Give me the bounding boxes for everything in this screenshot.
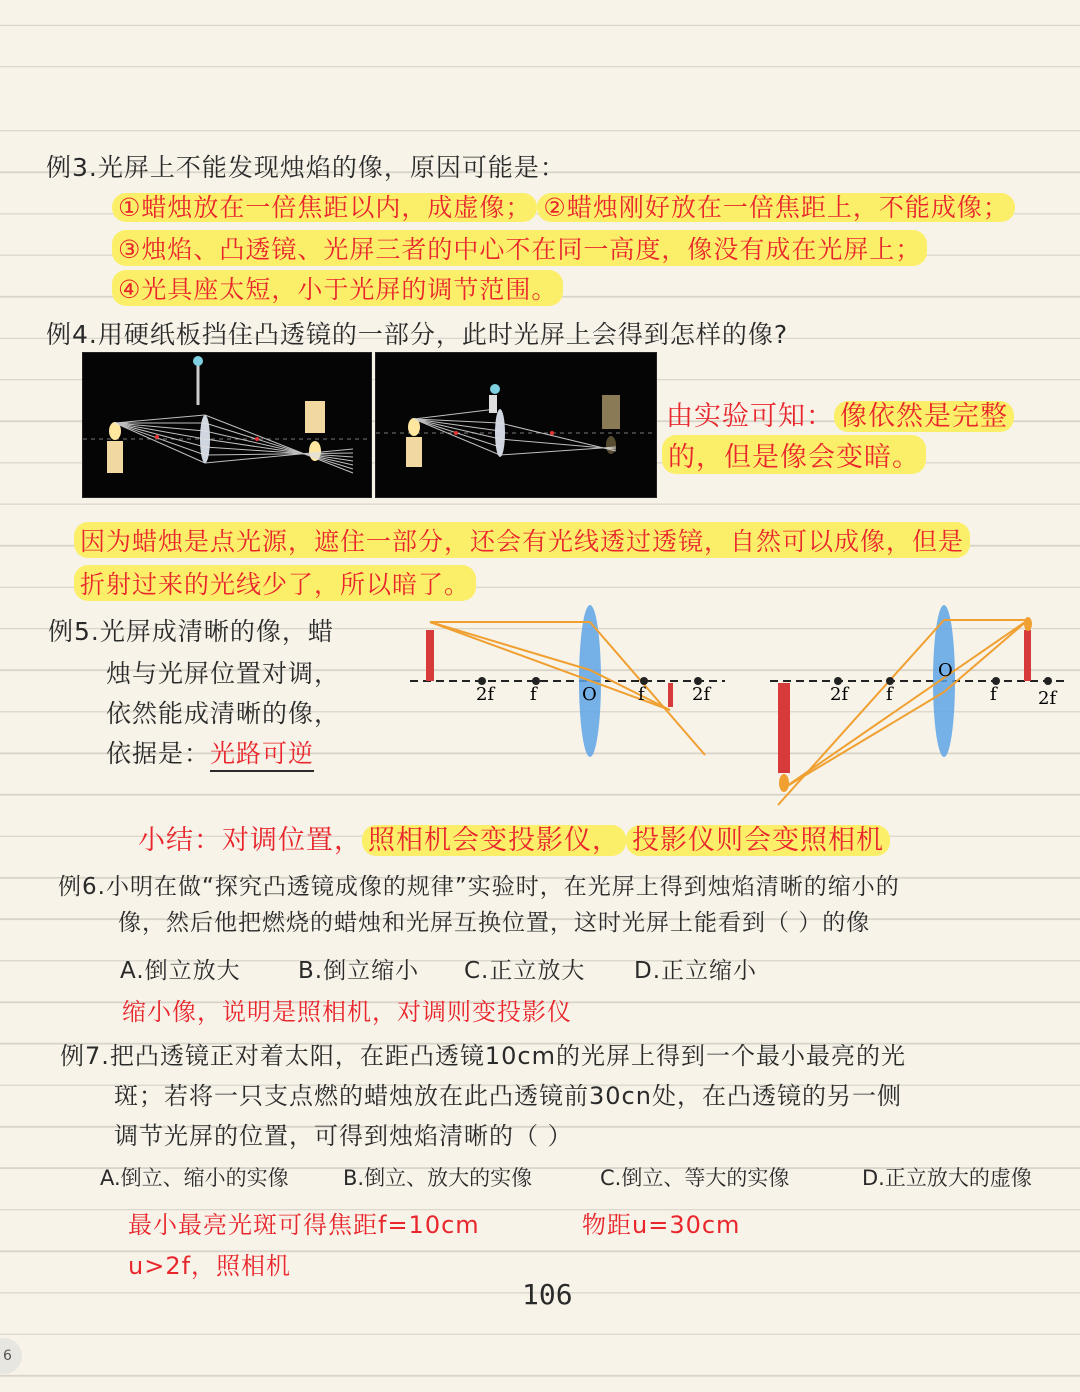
light-rays [778,620,1028,805]
experiment-photo-left [82,352,372,498]
ex4-explain-line2: 折射过来的光线少了，所以暗了。 [74,565,476,601]
ex3-reason2: ②蜡烛刚好放在一倍焦距上，不能成像； [537,193,1014,222]
ex7-option-d: D.正立放大的虚像 [862,1166,1032,1190]
ex7-line3: 调节光屏的位置，可得到烛焰清晰的（ ） [114,1122,573,1150]
light-rays [430,622,705,755]
ex7-note-distance: 物距u=30cm [582,1211,741,1239]
ex7-note-conclusion: u>2f，照相机 [128,1252,292,1280]
page-number: 106 [522,1278,573,1311]
experiment-photo-right-graphic [376,353,656,497]
ex6-line2: 像，然后他把燃烧的蜡烛和光屏互换位置，这时光屏上能看到（ ）的像 [118,910,871,936]
label-f-right: f [990,684,997,705]
object-candle [426,630,434,681]
lens-diagram-left [410,600,730,765]
ex4-answer-line1 [666,394,1014,433]
label-f-left: f [530,684,537,705]
ex6-note: 缩小像，说明是照相机，对调则变投影仪 [122,998,572,1026]
ex4-answer-line2: 的，但是像会变暗。 [662,435,926,474]
ex5-basis-prefix: 依据是： [106,739,211,768]
ex3-reason3: ③烛焰、凸透镜、光屏三者的中心不在同一高度，像没有成在光屏上； [112,230,927,266]
ex5-line3: 依然能成清晰的像， [106,699,341,728]
summary-line [138,818,890,857]
experiment-photo-right [375,352,657,498]
summary-part2: 投影仪则会变照相机 [626,825,890,856]
ex3-reason1: ①蜡烛放在一倍焦距以内，成虚像； [112,193,537,222]
label-f-left: f [886,684,893,705]
lens-diagram-right [768,600,1073,810]
ex4-answer-highlight1: 像依然是完整 [834,401,1014,432]
image-candle [778,683,790,773]
label-2f-left: 2f [476,684,495,705]
label-2f-left: 2f [830,684,849,705]
label-f-right: f [638,684,645,705]
label-o: O [938,660,953,681]
ex5-line4 [106,734,314,770]
ex4-answer-prefix: 由实验可知： [666,401,834,432]
ex4-explain-line1: 因为蜡烛是点光源，遮住一部分，还会有光线透过透镜，自然可以成像，但是 [74,522,970,558]
label-o: O [582,684,597,705]
ex7-line1: 例7.把凸透镜正对着太阳，在距凸透镜10cm的光屏上得到一个最小最亮的光 [60,1042,907,1070]
ex3-question: 例3.光屏上不能发现烛焰的像，原因可能是： [46,153,566,182]
ex7-option-b: B.倒立、放大的实像 [343,1166,533,1190]
ex3-reason4: ④光具座太短，小于光屏的调节范围。 [112,270,563,306]
corner-page-tab[interactable]: 6 [0,1338,22,1374]
image-candle [668,683,673,707]
ex6-option-d: D.正立缩小 [634,958,758,984]
ex5-basis-answer: 光路可逆 [210,739,314,772]
ex6-line1: 例6.小明在做“探究凸透镜成像的规律”实验时，在光屏上得到烛焰清晰的缩小的 [58,874,900,900]
ex5-line1: 例5.光屏成清晰的像，蜡 [48,617,334,646]
label-2f-right: 2f [692,684,711,705]
ex4-question: 例4.用硬纸板挡住凸透镜的一部分，此时光屏上会得到怎样的像? [46,320,789,349]
ex6-option-c: C.正立放大 [464,958,586,984]
experiment-photo-left-graphic [83,353,371,497]
ex7-note-focal: 最小最亮光斑可得焦距f=10cm [128,1211,480,1239]
summary-part1: 照相机会变投影仪， [362,825,626,856]
ex6-option-a: A.倒立放大 [120,958,241,984]
label-2f-right: 2f [1038,688,1057,709]
ex5-line2: 烛与光屏位置对调， [106,659,341,688]
ex3-reasons-line1 [112,188,1015,224]
summary-prefix: 小结：对调位置， [138,825,362,856]
ex7-line2: 斑；若将一只支点燃的蜡烛放在此凸透镜前30cn处，在凸透镜的另一侧 [114,1082,902,1110]
image-flame [779,774,789,792]
object-candle [1024,630,1031,681]
ex7-option-a: A.倒立、缩小的实像 [100,1166,289,1190]
ex6-option-b: B.倒立缩小 [298,958,420,984]
ex7-option-c: C.倒立、等大的实像 [600,1166,790,1190]
